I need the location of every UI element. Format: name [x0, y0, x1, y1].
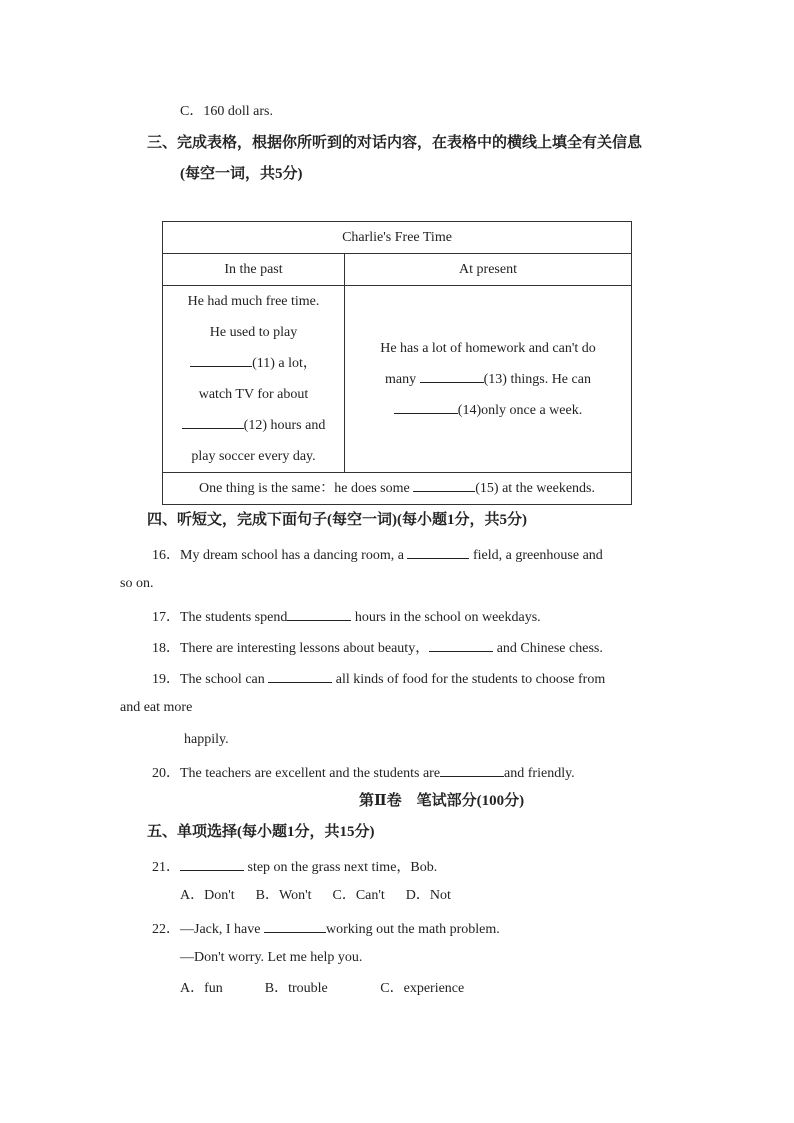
blank-16[interactable] [407, 544, 469, 559]
q22-text-b: working out the math problem. [325, 922, 500, 937]
q18-text-a: 18．There are interesting lessons about beauty， [152, 641, 430, 656]
section-3-heading: 三、完成表格，根据你所听到的对话内容，在表格中的横线上填全有关信息 [147, 135, 643, 151]
blank-12[interactable] [182, 414, 244, 429]
past-line-3 [163, 348, 344, 379]
table-title: Charlie's Free Time [163, 222, 632, 254]
past-line-2: He used to play [209, 325, 298, 340]
option-c-line: C．160 doll ars. [180, 104, 273, 119]
blank-11[interactable] [190, 352, 252, 367]
blank-13[interactable] [420, 368, 484, 383]
question-20 [152, 762, 575, 783]
past-line-6: play soccer every day. [191, 449, 316, 464]
question-17 [152, 606, 541, 627]
free-time-table [162, 221, 632, 505]
q20-text-b: and friendly. [504, 766, 575, 781]
present-line-1: He has a lot of homework and can't do [380, 340, 596, 356]
present-line-3 [345, 395, 631, 426]
q16-text-a: 16．My dream school has a dancing room, a [152, 548, 408, 563]
present-line-3-text: (14)only once a week. [457, 402, 583, 418]
past-line-5-text: (12) hours and [243, 418, 326, 433]
q16-text-b: field, a greenhouse and [469, 548, 603, 563]
question-22 [152, 918, 500, 939]
question-16 [152, 544, 603, 565]
blank-17[interactable] [287, 606, 351, 621]
q17-text-b: hours in the school on weekdays. [351, 610, 541, 625]
q20-text-a: 20．The teachers are excellent and the students are [152, 766, 441, 781]
present-cell [345, 286, 632, 473]
q18-text-b: and Chinese chess. [493, 641, 603, 656]
q19-text-b: all kinds of food for the students to choose from [332, 672, 606, 687]
question-21 [152, 856, 437, 877]
col-present-header: At present [345, 254, 632, 286]
present-line-2 [345, 364, 631, 395]
question-19-cont-2: happily. [184, 732, 229, 747]
q19-text-a: 19．The school can [152, 672, 269, 687]
blank-22[interactable] [264, 918, 326, 933]
section-4-heading: 四、听短文，完成下面句子(每空一词)(每小题1分，共5分) [147, 512, 527, 528]
col-past-header: In the past [163, 254, 345, 286]
present-line-2-text-b: (13) things. He can [483, 371, 591, 387]
question-21-options: A．Don't B．Won't C．Can't D．Not [180, 888, 451, 903]
question-22-reply: —Don't worry. Let me help you. [180, 950, 363, 965]
present-line-2-text-a: many [385, 371, 420, 387]
part-2-heading: 第Ⅱ卷 笔试部分(100分) [359, 793, 525, 809]
question-22-options: A．fun B．trouble C．experience [180, 981, 465, 996]
past-line-4: watch TV for about [198, 387, 309, 402]
blank-14[interactable] [394, 399, 458, 414]
question-18 [152, 637, 603, 658]
blank-21[interactable] [180, 856, 244, 871]
q17-text-a: 17．The students spend [152, 610, 288, 625]
blank-18[interactable] [429, 637, 493, 652]
question-16-cont: so on. [120, 576, 154, 591]
question-19-cont: and eat more [120, 700, 193, 715]
q21-text-a: 21． [152, 860, 180, 875]
section-3-subheading: (每空一词，共5分) [180, 166, 303, 182]
past-cell [163, 286, 345, 473]
q22-text-a: 22．—Jack, I have [152, 922, 264, 937]
past-line-5 [163, 410, 344, 441]
past-line-3-text: (11) a lot， [252, 356, 317, 371]
section-5-heading: 五、单项选择(每小题1分，共15分) [147, 824, 375, 840]
table-footer [163, 473, 632, 505]
blank-15[interactable] [413, 477, 475, 492]
footer-text-a: One thing is the same：he does some [199, 481, 414, 496]
q21-text-b: step on the grass next time，Bob. [244, 860, 438, 875]
blank-19[interactable] [268, 668, 332, 683]
footer-text-b: (15) at the weekends. [475, 481, 595, 496]
question-19 [152, 668, 605, 689]
blank-20[interactable] [440, 762, 504, 777]
past-line-1: He had much free time. [187, 294, 320, 309]
